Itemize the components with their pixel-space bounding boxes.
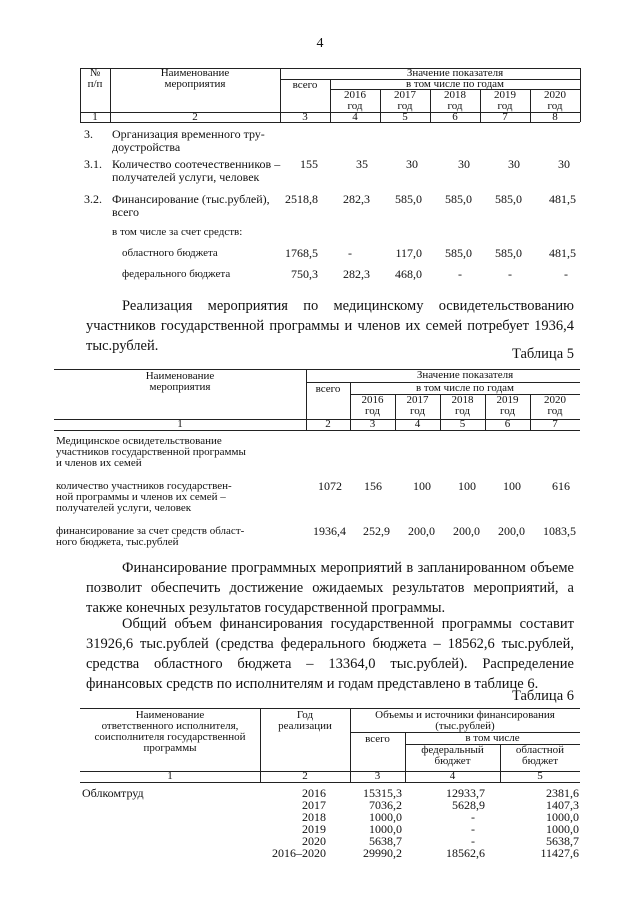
cell-value: 30: [406, 157, 418, 171]
cell-total: 7036,2: [369, 798, 402, 812]
year-cell: 2019: [302, 822, 326, 836]
row-number: 3.2.: [84, 192, 102, 206]
column-header-name: Наименование мероприятия: [145, 370, 215, 393]
cell-total: 5638,7: [369, 834, 402, 848]
column-number: 1: [177, 418, 183, 430]
cell-value: 30: [508, 157, 520, 171]
cell-value: 481,5: [549, 246, 576, 260]
cell-total: 750,3: [291, 267, 318, 281]
column-number: 5: [402, 111, 408, 123]
row-name: Количество соотечественников – получателей услуги, человек: [112, 157, 281, 184]
cell-federal: 12933,7: [446, 786, 485, 800]
column-header-by-years: в том числе по годам: [415, 382, 515, 394]
column-number: 3: [374, 770, 381, 782]
cell-value: 156: [364, 479, 382, 493]
column-header-volume: Объемы и источники финансирования (тыс.рублей): [375, 709, 555, 732]
column-number: 7: [502, 111, 508, 123]
cell-value: 200,0: [408, 524, 435, 538]
column-number: 1: [92, 111, 98, 123]
column-number: 2: [325, 418, 331, 430]
cell-value: 481,5: [549, 192, 576, 206]
cell-value: 585,0: [495, 192, 522, 206]
column-number: 4: [414, 418, 421, 430]
column-header-year: 2017 год: [406, 394, 429, 417]
table-caption: Таблица 5: [511, 346, 574, 362]
cell-value: -: [348, 246, 352, 260]
column-number: 8: [552, 111, 558, 123]
cell-value: 30: [458, 157, 470, 171]
column-header-number: № п/п: [87, 67, 103, 90]
year-cell: 2017: [302, 798, 326, 812]
column-header-by-years: в том числе по годам: [405, 78, 505, 90]
cell-value: 30: [558, 157, 570, 171]
column-header-value: Значение показателя: [416, 369, 514, 381]
cell-total: 15315,3: [363, 786, 402, 800]
column-number: 6: [504, 418, 511, 430]
column-number: 1: [167, 770, 173, 782]
column-header-year: 2019 год: [494, 89, 516, 112]
cell-total: 1936,4: [313, 524, 346, 538]
row-name: Медицинское освидетельствование участников государственной программы и членов их семей: [56, 435, 246, 469]
cell-regional: 1000,0: [546, 822, 579, 836]
cell-value: -: [508, 267, 512, 281]
column-header-year: 2019 год: [496, 394, 519, 417]
cell-value: 585,0: [495, 246, 522, 260]
column-header-name: Наименование мероприятия: [160, 67, 230, 90]
cell-regional: 11427,6: [540, 846, 579, 860]
cell-regional: 1000,0: [546, 810, 579, 824]
cell-federal: -: [471, 810, 475, 824]
column-number: 5: [459, 418, 466, 430]
table-caption: Таблица 6: [511, 688, 574, 704]
column-header-year: 2016 год: [344, 89, 366, 112]
cell-total: 1768,5: [285, 246, 318, 260]
column-number: 2: [302, 770, 308, 782]
column-number: 2: [192, 111, 198, 123]
column-header-total: всего: [315, 383, 341, 395]
cell-federal: -: [471, 822, 475, 836]
year-cell: 2016–2020: [272, 846, 326, 860]
cell-value: 282,3: [343, 192, 370, 206]
row-name: областного бюджета: [122, 247, 218, 259]
cell-total: 1072: [318, 479, 342, 493]
column-header-including: в том числе: [465, 732, 520, 744]
cell-value: 100: [503, 479, 521, 493]
cell-federal: -: [471, 834, 475, 848]
column-number: 4: [352, 111, 358, 123]
year-cell: 2016: [302, 786, 326, 800]
column-header-year: 2018 год: [444, 89, 466, 112]
cell-value: 117,0: [395, 246, 422, 260]
cell-value: -: [458, 267, 462, 281]
column-number: 4: [449, 770, 456, 782]
column-header-year: 2016 год: [361, 394, 384, 417]
cell-value: 616: [552, 479, 570, 493]
column-number: 5: [537, 770, 543, 782]
column-number: 6: [452, 111, 458, 123]
column-number: 7: [552, 418, 558, 430]
page-number: 4: [316, 36, 324, 51]
cell-value: 585,0: [395, 192, 422, 206]
column-header-name: Наименование ответственного исполнителя, соисполнителя государственной программы: [94, 709, 246, 754]
column-header-year: 2020 год: [544, 89, 566, 112]
executor-name: Облкомтруд: [82, 786, 144, 800]
paragraph: Финансирование программных мероприятий в запланированном объеме позволит обеспечить достижение ожидаемых результатов мероприятий, а также конечных результатов государственной программы.: [86, 560, 574, 616]
cell-total: 1000,0: [369, 822, 402, 836]
cell-regional: 5638,7: [546, 834, 579, 848]
cell-total: 1000,0: [369, 810, 402, 824]
row-name: количество участников государствен- ной программы и членов их семей – получателей услуги, человек: [56, 480, 232, 514]
cell-value: 282,3: [343, 267, 370, 281]
paragraph: Общий объем финансирования государственной программы составит 31926,6 тыс.рублей (средства федерального бюджета – 18562,6 тыс.рублей, средства областного бюджета – 13364,0 тыс.рублей). Распределение финансовых средств по исполнителям и годам представлено в таблице 6.: [86, 616, 574, 692]
cell-value: -: [564, 267, 568, 281]
cell-value: 35: [356, 157, 368, 171]
year-cell: 2020: [302, 834, 326, 848]
cell-federal: 18562,6: [446, 846, 485, 860]
row-name: Финансирование (тыс.рублей), всего: [112, 192, 270, 219]
cell-value: 1083,5: [543, 524, 576, 538]
row-number: 3.1.: [84, 157, 102, 171]
column-header-total: всего: [365, 733, 390, 745]
row-name: федерального бюджета: [122, 268, 231, 280]
row-number: 3.: [84, 127, 93, 141]
cell-value: 468,0: [395, 267, 422, 281]
column-header-regional: областной бюджет: [515, 744, 565, 767]
cell-value: 200,0: [453, 524, 480, 538]
paragraph: Реализация мероприятия по медицинскому освидетельствованию участников государственной программы и членов их семей потребует 1936,4 тыс.рублей.: [86, 298, 574, 354]
row-name: в том числе за счет средств:: [112, 226, 243, 238]
column-number: 3: [302, 111, 308, 123]
column-header-federal: федеральный бюджет: [421, 744, 484, 767]
cell-value: 100: [413, 479, 431, 493]
cell-total: 2518,8: [285, 192, 318, 206]
cell-total: 155: [300, 157, 318, 171]
cell-regional: 1407,3: [546, 798, 579, 812]
row-name: Организация временного тру- доустройства: [112, 127, 265, 154]
cell-federal: 5628,9: [452, 798, 485, 812]
cell-value: 585,0: [445, 192, 472, 206]
cell-regional: 2381,6: [546, 786, 579, 800]
cell-value: 200,0: [498, 524, 525, 538]
column-number: 3: [369, 418, 376, 430]
row-name: финансирование за счет средств област- ного бюджета, тыс.рублей: [56, 525, 245, 548]
column-header-value: Значение показателя: [406, 67, 504, 79]
column-header-year: 2020 год: [544, 394, 566, 417]
cell-total: 29990,2: [363, 846, 402, 860]
column-header-total: всего: [292, 79, 318, 91]
column-header-year: Год реализации: [278, 709, 332, 732]
column-header-year: 2017 год: [394, 89, 416, 112]
cell-value: 585,0: [445, 246, 472, 260]
year-cell: 2018: [302, 810, 326, 824]
column-header-year: 2018 год: [451, 394, 474, 417]
cell-value: 100: [458, 479, 476, 493]
cell-value: 252,9: [363, 524, 390, 538]
